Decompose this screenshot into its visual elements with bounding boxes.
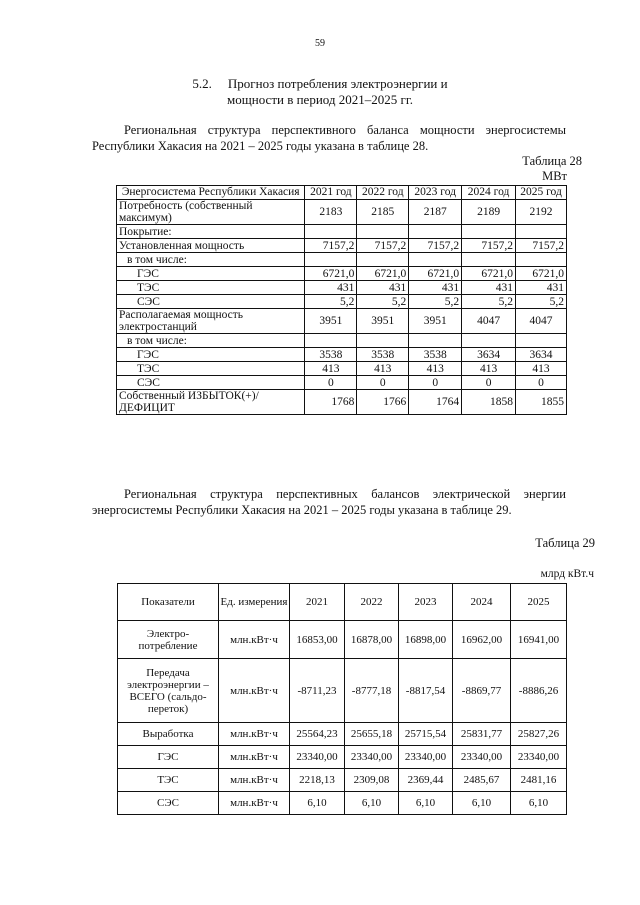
table28-row (117, 309, 567, 334)
table29-header-cell: 2021 (290, 584, 345, 621)
table28-row (117, 239, 567, 253)
table28-cell: 431 (516, 281, 567, 295)
table28-row (117, 267, 567, 281)
table28-cell (357, 334, 409, 348)
table29-cell: 25827,26 (511, 723, 567, 746)
table29-cell: 6,10 (345, 792, 399, 815)
table28-cell: 1766 (357, 390, 409, 415)
table28-cell: 413 (516, 362, 567, 376)
table28-row (117, 295, 567, 309)
table29-header-cell: 2025 (511, 584, 567, 621)
table28-row (117, 390, 567, 415)
table29-cell: 25655,18 (345, 723, 399, 746)
table28-row-label: Располагаемая мощность электростанций (117, 309, 305, 334)
table29-row (118, 769, 567, 792)
table29-cell: 16898,00 (399, 621, 453, 659)
table28-cell: 2185 (357, 200, 409, 225)
table28-cell: 7157,2 (409, 239, 462, 253)
table28-cell (462, 334, 516, 348)
table28-cell: 431 (305, 281, 357, 295)
table28-caption: Таблица 28 (522, 154, 582, 168)
table28-header-row (117, 186, 567, 200)
table28-cell: 5,2 (305, 295, 357, 309)
table28-cell: 6721,0 (409, 267, 462, 281)
table28-cell: 7157,2 (462, 239, 516, 253)
table29-row-label: ГЭС (118, 746, 219, 769)
table29-row-unit: млн.кВт·ч (219, 746, 290, 769)
table28-cell (357, 225, 409, 239)
table28-cell: 431 (409, 281, 462, 295)
table28-cell: 431 (462, 281, 516, 295)
table28-cell: 3538 (409, 348, 462, 362)
table28-cell (516, 225, 567, 239)
table29-row (118, 723, 567, 746)
table29-row-unit: млн.кВт·ч (219, 723, 290, 746)
table29-cell: 23340,00 (511, 746, 567, 769)
table29-row (118, 746, 567, 769)
table28-cell: 3538 (357, 348, 409, 362)
table29-cell: 23340,00 (290, 746, 345, 769)
paragraph-2-line2: энергосистемы Республики Хакасия на 2021 – 2025 годы указана в таблице 29. (92, 503, 512, 517)
table28-row-label: ТЭС (117, 362, 305, 376)
table29-cell: -8869,77 (453, 659, 511, 723)
table28-cell (305, 334, 357, 348)
table28-row (117, 348, 567, 362)
table28-cell: 3951 (357, 309, 409, 334)
table28-cell: 2187 (409, 200, 462, 225)
table28-cell: 3634 (516, 348, 567, 362)
table29-cell: 2218,13 (290, 769, 345, 792)
table28-row-label: Покрытие: (117, 225, 305, 239)
table28-cell: 0 (409, 376, 462, 390)
table29-header-cell: 2024 (453, 584, 511, 621)
table29-cell: 25564,23 (290, 723, 345, 746)
table28-row (117, 253, 567, 267)
table29-cell: 2369,44 (399, 769, 453, 792)
table28-row-label: Собственный ИЗБЫТОК(+)/ДЕФИЦИТ (117, 390, 305, 415)
table28-cell: 7157,2 (516, 239, 567, 253)
table28-row-label: в том числе: (117, 334, 305, 348)
table28-cell (516, 253, 567, 267)
table28-header-year: 2022 год (357, 186, 409, 200)
table28-row-label: Потребность (собственный максимум) (117, 200, 305, 225)
table29-row-unit: млн.кВт·ч (219, 769, 290, 792)
table28-cell (305, 253, 357, 267)
table29-row-label: Передача электроэнергии – ВСЕГО (сальдо-переток) (118, 659, 219, 723)
table28-cell (409, 225, 462, 239)
table28-cell (305, 225, 357, 239)
table28-row (117, 281, 567, 295)
table28-row (117, 225, 567, 239)
table29-cell: 16878,00 (345, 621, 399, 659)
table28-cell: 3951 (409, 309, 462, 334)
table28-cell: 2189 (462, 200, 516, 225)
table28-cell: 6721,0 (462, 267, 516, 281)
table28-cell (462, 225, 516, 239)
table29-cell: -8777,18 (345, 659, 399, 723)
table28-unit: МВт (542, 169, 567, 183)
table28-cell: 413 (357, 362, 409, 376)
table28-row-label: Установленная мощность (117, 239, 305, 253)
table29-row-label: ТЭС (118, 769, 219, 792)
table28-cell: 413 (305, 362, 357, 376)
table28-cell: 5,2 (516, 295, 567, 309)
table29-cell: 16941,00 (511, 621, 567, 659)
table28-cell: 4047 (516, 309, 567, 334)
table28-cell: 1764 (409, 390, 462, 415)
table28-cell: 7157,2 (305, 239, 357, 253)
table28-cell: 5,2 (462, 295, 516, 309)
table29-cell: 25715,54 (399, 723, 453, 746)
table28-header-year: 2021 год (305, 186, 357, 200)
table29-row (118, 792, 567, 815)
table28-cell: 6721,0 (305, 267, 357, 281)
table28-cell: 0 (516, 376, 567, 390)
section-number: 5.2. (192, 76, 212, 91)
table29-row-label: Электро-потребление (118, 621, 219, 659)
table29-row (118, 621, 567, 659)
table29-row-unit: млн.кВт·ч (219, 659, 290, 723)
table29-cell: 2481,16 (511, 769, 567, 792)
paragraph-1 (92, 122, 566, 154)
table28-row-label: СЭС (117, 376, 305, 390)
table29-cell: 6,10 (453, 792, 511, 815)
table28-cell: 6721,0 (357, 267, 409, 281)
table29-cell: 25831,77 (453, 723, 511, 746)
table28-cell: 3634 (462, 348, 516, 362)
table29-cell: -8711,23 (290, 659, 345, 723)
table-28 (116, 185, 567, 415)
section-title-line1: Прогноз потребления электроэнергии и (227, 76, 448, 91)
table28-row-label: ГЭС (117, 267, 305, 281)
table29-cell: 23340,00 (345, 746, 399, 769)
table28-header-year: 2023 год (409, 186, 462, 200)
table29-row-unit: млн.кВт·ч (219, 621, 290, 659)
table28-cell: 413 (462, 362, 516, 376)
table28-row-label: в том числе: (117, 253, 305, 267)
table28-cell (462, 253, 516, 267)
table29-header-cell: 2022 (345, 584, 399, 621)
table29-cell: 2309,08 (345, 769, 399, 792)
table29-cell: 16853,00 (290, 621, 345, 659)
table29-header-cell: 2023 (399, 584, 453, 621)
table29-cell: 16962,00 (453, 621, 511, 659)
table29-cell: 6,10 (290, 792, 345, 815)
table28-cell: 1768 (305, 390, 357, 415)
table28-row (117, 334, 567, 348)
table28-cell: 6721,0 (516, 267, 567, 281)
table28-header-label: Энергосистема Республики Хакасия (117, 186, 305, 200)
table28-cell: 3951 (305, 309, 357, 334)
table28-cell: 3538 (305, 348, 357, 362)
table29-row-unit: млн.кВт·ч (219, 792, 290, 815)
table-29 (117, 583, 567, 815)
table29-header-cell: Ед. измерения (219, 584, 290, 621)
table28-header-year: 2024 год (462, 186, 516, 200)
table29-cell: 6,10 (511, 792, 567, 815)
table29-row-label: Выработка (118, 723, 219, 746)
table28-row (117, 200, 567, 225)
table28-cell: 4047 (462, 309, 516, 334)
table28-cell (516, 334, 567, 348)
table28-row-label: ТЭС (117, 281, 305, 295)
table29-cell: 23340,00 (399, 746, 453, 769)
paragraph-1-line2: Республики Хакасия на 2021 – 2025 годы указана в таблице 28. (92, 139, 429, 153)
table29-cell: 6,10 (399, 792, 453, 815)
table28-row-label: СЭС (117, 295, 305, 309)
table29-cell: -8886,26 (511, 659, 567, 723)
table28-cell (409, 334, 462, 348)
paragraph-2-line1: Региональная структура перспективных балансов электрической энергии (124, 487, 566, 501)
table29-cell: -8817,54 (399, 659, 453, 723)
table29-cell: 2485,67 (453, 769, 511, 792)
table28-cell (357, 253, 409, 267)
section-heading (0, 76, 640, 108)
table29-header-cell: Показатели (118, 584, 219, 621)
table28-cell: 5,2 (357, 295, 409, 309)
table29-header-row (118, 584, 567, 621)
page-number: 59 (315, 38, 325, 49)
table28-cell: 431 (357, 281, 409, 295)
table29-row-label: СЭС (118, 792, 219, 815)
table28-cell: 2192 (516, 200, 567, 225)
table28-cell: 1858 (462, 390, 516, 415)
table28-cell: 0 (462, 376, 516, 390)
table28-cell (409, 253, 462, 267)
table28-row (117, 376, 567, 390)
table28-cell: 7157,2 (357, 239, 409, 253)
table28-cell: 1855 (516, 390, 567, 415)
table28-cell: 0 (357, 376, 409, 390)
paragraph-2 (92, 486, 566, 518)
table28-cell: 413 (409, 362, 462, 376)
table29-unit: млрд кВт.ч (540, 568, 594, 580)
table28-cell: 0 (305, 376, 357, 390)
table29-caption: Таблица 29 (535, 536, 595, 550)
table28-row-label: ГЭС (117, 348, 305, 362)
table29-cell: 23340,00 (453, 746, 511, 769)
table29-row (118, 659, 567, 723)
section-title-line2: мощности в период 2021–2025 гг. (227, 92, 413, 107)
table28-header-year: 2025 год (516, 186, 567, 200)
paragraph-1-line1: Региональная структура перспективного баланса мощности энергосистемы (124, 123, 566, 137)
table28-cell: 2183 (305, 200, 357, 225)
table28-cell: 5,2 (409, 295, 462, 309)
table28-row (117, 362, 567, 376)
